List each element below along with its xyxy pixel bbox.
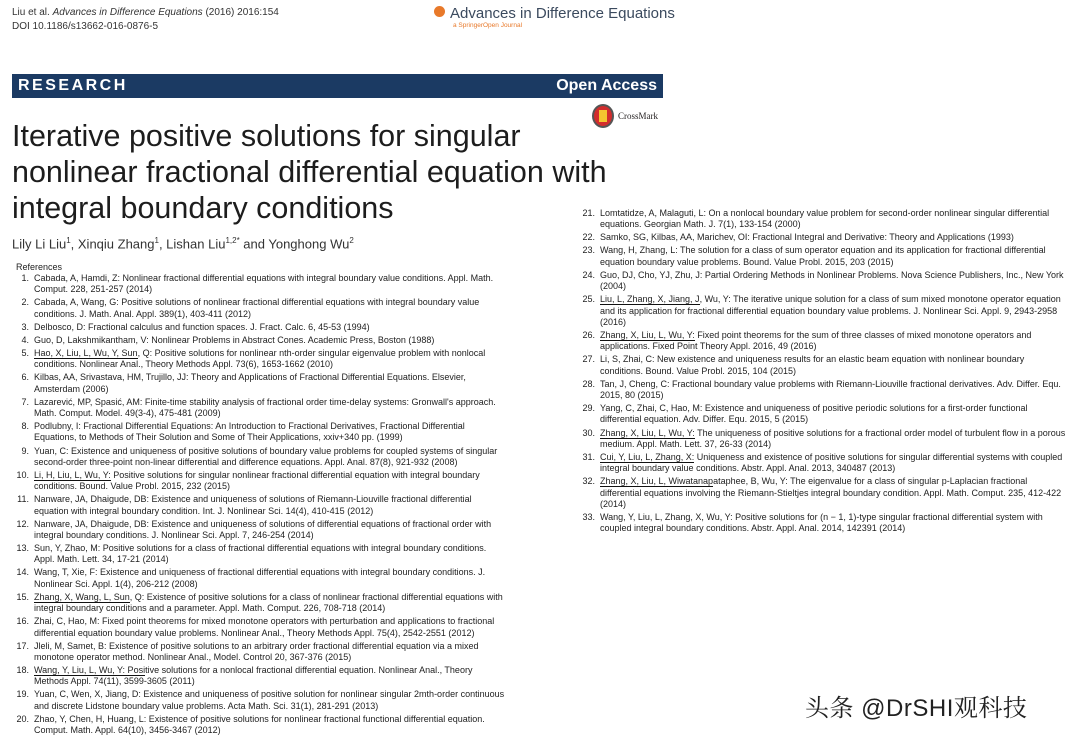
reference-text: Samko, SG, Kilbas, AA, Marichev, OI: Fractional Integral and Derivative: Theory and Applications (1993) <box>600 232 1014 243</box>
reference-number: 19. <box>16 689 29 700</box>
reference-number: 5. <box>21 347 29 358</box>
reference-text: Cabada, A, Wang, G: Positive solutions of nonlinear fractional differential equations with integral boundary value conditions. J. Math. Anal. Appl. 389(1), 403-411 (2012) <box>34 297 480 319</box>
reference-number: 14. <box>16 567 29 578</box>
reference-text: Wang, Y, Liu, L, Zhang, X, Wu, Y: Positive solutions for (n − 1, 1)-type singular fractional differential system with coupled integral boundary conditions. Abstr. Appl. Anal. 2014, 142391 (2014) <box>600 511 1043 534</box>
reference-number: 26. <box>582 329 595 340</box>
reference-text: Zhang, X, Wang, L, Sun, Q: Existence of positive solutions for a class of nonlinear fractional differential equations with integral boundary conditions and a parameter. Appl. Math. Comput. 226, 708-718 (2014) <box>34 591 503 614</box>
reference-number: 32. <box>582 476 595 487</box>
springer-logo-icon <box>434 6 445 17</box>
reference-text: Zhang, X, Liu, L, Wu, Y: Fixed point theorems for the sum of three classes of mixed monotone operators and applications. Fixed Point Theory Appl. 2016, 49 (2016) <box>600 329 1032 352</box>
reference-number: 8. <box>21 421 29 432</box>
reference-item <box>582 208 1068 231</box>
reference-item <box>582 403 1068 426</box>
author-list: Lily Li Liu$^1$, Xinqiu Zhang$^1$, Lishan Liu$^{1,2*}$ and Yonghong Wu$^2$ <box>12 236 354 252</box>
reference-item <box>16 348 508 371</box>
journal-name: Advances in Difference Equations <box>450 5 675 22</box>
references-right-column <box>582 208 1068 536</box>
reference-text: Lazarević, MP, Spasić, AM: Finite-time stability analysis of fractional order time-delay systems: Gronwall's approach. Math. Comput. Model. 49(3-4), 475-481 (2009) <box>34 396 496 419</box>
citation-header <box>12 6 279 34</box>
reference-text: Cabada, A, Hamdi, Z: Nonlinear fractional differential equations with integral boundary value conditions. Appl. Math. Comput. 228, 251-257 (2014) <box>34 273 494 295</box>
reference-item <box>16 616 508 639</box>
reference-text: Wang, T, Xie, F: Existence and uniqueness of fractional differential equations with integral boundary conditions. J. Nonlinear Sci. Appl. 1(4), 206-212 (2008) <box>34 567 486 589</box>
reference-item <box>582 232 1068 243</box>
reference-text: Li, S, Zhai, C: New existence and uniqueness results for an elastic beam equation with nonlinear boundary conditions. Bound. Value Probl. 2015, 104 (2015) <box>600 354 1025 376</box>
reference-number: 7. <box>21 396 29 407</box>
reference-item <box>16 543 508 566</box>
reference-item <box>16 714 508 737</box>
reference-item <box>582 294 1068 328</box>
reference-text: Liu, L, Zhang, X, Jiang, J, Wu, Y: The iterative unique solution for a class of sum mixed monotone operator equation and its application for fractional differential equation boundary value problems. J. Nonlinear Sci. Appl. 9, 2943-2958 (2016) <box>600 294 1061 327</box>
reference-number: 1. <box>21 273 29 283</box>
reference-item <box>582 476 1068 510</box>
reference-text: Tan, J, Cheng, C: Fractional boundary value problems with Riemann-Liouville fractional derivatives. Adv. Differ. Equ. 2015, 80 (2015) <box>600 378 1061 401</box>
reference-text: Yuan, C: Existence and uniqueness of positive solutions of boundary value problems for coupled systems of singular second-order three-point non-linear differential and difference equations. Appl. Anal. 87(8), 921-932 (2008) <box>34 445 498 467</box>
reference-text: Sun, Y, Zhao, M: Positive solutions for a class of fractional differential equations with integral boundary conditions. Appl. Math. Lett. 34, 17-21 (2014) <box>34 543 487 565</box>
reference-text: Cui, Y, Liu, L, Zhang, X: Uniqueness and existence of positive solutions for singular differential systems with coupled integral boundary value conditions. Abstr. Appl. Anal. 2013, 340487 (2013) <box>600 451 1063 474</box>
reference-number: 9. <box>21 445 29 456</box>
reference-number: 21. <box>582 208 595 218</box>
reference-item <box>582 428 1068 451</box>
reference-number: 20. <box>16 713 29 724</box>
reference-text: Zhang, X, Liu, L, Wiwatanapataphee, B, Wu, Y: The eigenvalue for a class of singular p-Laplacian fractional differential equations involving the Riemann-Stieltjes integral boundary condition. Appl. Math. Comput. 235, 412-422 (2014) <box>600 476 1062 509</box>
reference-item <box>16 372 508 395</box>
reference-text: Lomtatidze, A, Malaguti, L: On a nonlocal boundary value problem for second-order nonlinear singular differential equations. Georgian Math. J. 7(1), 133-154 (2000) <box>600 208 1050 230</box>
reference-text: Zhang, X, Liu, L, Wu, Y: The uniqueness of positive solutions for a fractional order model of turbulent flow in a porous medium. Appl. Math. Lett. 37, 26-33 (2014) <box>600 427 1066 449</box>
reference-number: 18. <box>16 665 29 676</box>
reference-item <box>582 245 1068 268</box>
reference-item <box>16 665 508 688</box>
reference-number: 4. <box>21 334 29 345</box>
reference-text: Jleli, M, Samet, B: Existence of positive solutions to an arbitrary order fractional differential equation via a mixed monotone operator method. Nonlinear Anal., Model. Control 20, 367-376 (2015) <box>34 640 479 662</box>
reference-item <box>582 512 1068 535</box>
reference-number: 31. <box>582 451 595 462</box>
reference-number: 6. <box>21 372 29 383</box>
reference-item <box>16 446 508 469</box>
reference-number: 29. <box>582 403 595 414</box>
reference-number: 25. <box>582 294 595 305</box>
reference-number: 22. <box>582 232 595 243</box>
reference-text: Yuan, C, Wen, X, Jiang, D: Existence and uniqueness of positive solution for nonlinear singular 2mth-order continuous and discrete Lidstone boundary value problems. Acta Math. Sci. 31(1), 281-291 (2013) <box>34 689 505 711</box>
reference-item <box>16 494 508 517</box>
reference-text: Nanware, JA, Dhaigude, DB: Existence and uniqueness of solutions of differential equations of fractional order with integral boundary conditions. J. Nonlinear Sci. Appl. 7, 246-254 (2014) <box>34 518 492 540</box>
reference-text: Zhao, Y, Chen, H, Huang, L: Existence of positive solutions for nonlinear fractional functional differential equation. Comput. Math. Appl. 64(10), 3456-3467 (2012) <box>34 713 485 736</box>
reference-item <box>16 297 508 320</box>
reference-text: Li, H, Liu, L, Wu, Y: Positive solutions for singular nonlinear fractional differential equation with integral boundary conditions. Bound. Value Probl. 2015, 232 (2015) <box>34 469 480 492</box>
article-type-banner <box>12 74 663 98</box>
reference-item <box>16 470 508 493</box>
reference-text: Zhai, C, Hao, M: Fixed point theorems for mixed monotone operators with perturbation and applications to fractional differential equation boundary value problems. Nonlinear Anal., Theory Methods Appl. 75(4), 2542-2551 (2012) <box>34 616 495 638</box>
reference-item <box>16 592 508 615</box>
article-type-label: RESEARCH <box>18 77 128 94</box>
reference-item <box>16 273 508 296</box>
reference-number: 28. <box>582 378 595 389</box>
references-heading: References <box>16 262 63 272</box>
reference-number: 16. <box>16 616 29 627</box>
reference-item <box>16 641 508 664</box>
reference-number: 12. <box>16 518 29 529</box>
reference-item <box>582 330 1068 353</box>
journal-subtitle: a SpringerOpen Journal <box>453 22 523 29</box>
reference-text: Guo, D, Lakshmikantham, V: Nonlinear Problems in Abstract Cones. Academic Press, Boston (1988) <box>34 334 435 345</box>
cite-journal: Advances in Difference Equations <box>52 7 203 18</box>
reference-number: 13. <box>16 543 29 554</box>
reference-item <box>16 689 508 712</box>
crossmark-label: CrossMark <box>618 111 658 121</box>
reference-text: Guo, DJ, Cho, YJ, Zhu, J: Partial Ordering Methods in Nonlinear Problems. Nova Science Publishers, Inc., New York (2004) <box>600 269 1064 292</box>
reference-item <box>16 567 508 590</box>
reference-number: 17. <box>16 640 29 651</box>
reference-item <box>582 452 1068 475</box>
reference-item <box>16 322 508 333</box>
reference-item <box>16 519 508 542</box>
reference-number: 15. <box>16 591 29 602</box>
reference-text: Yang, C, Zhai, C, Hao, M: Existence and uniqueness of positive periodic solutions for a first-order functional differential equation. Adv. Differ. Equ. 2015, 5 (2015) <box>600 403 1028 425</box>
reference-item <box>582 270 1068 293</box>
cite-doi[interactable]: DOI 10.1186/s13662-016-0876-5 <box>12 21 159 32</box>
reference-text: Nanware, JA, Dhaigude, DB: Existence and uniqueness of solutions of Riemann-Liouville fractional differential equation with integral boundary condition. Int. J. Nonlinear Sci. 14(4), 410-415 (2012) <box>34 494 472 516</box>
reference-text: Delbosco, D: Fractional calculus and function spaces. J. Fract. Calc. 6, 45-53 (1994) <box>34 321 370 332</box>
reference-item <box>16 421 508 444</box>
reference-number: 2. <box>21 297 29 308</box>
reference-number: 3. <box>21 321 29 332</box>
reference-item <box>16 397 508 420</box>
reference-text: Wang, H, Zhang, L: The solution for a class of sum operator equation and its application for fractional differential equation boundary value problems. Bound. Value Probl. 2015, 203 (2015) <box>600 245 1046 267</box>
reference-text: Kilbas, AA, Srivastava, HM, Trujillo, JJ: Theory and Applications of Fractional Differential Equations. Elsevier, Amsterdam (2006) <box>34 372 466 394</box>
reference-number: 23. <box>582 245 595 256</box>
watermark: 头条 @DrSHI观科技 <box>805 695 1028 722</box>
reference-number: 30. <box>582 427 595 438</box>
reference-text: Hao, X, Liu, L, Wu, Y, Sun, Q: Positive solutions for nonlinear nth-order singular eigenvalue problem with nonlocal conditions. Nonlinear Anal., Theory Methods Appl. 73(6), 1653-1662 (2010) <box>34 347 486 370</box>
reference-number: 33. <box>582 511 595 522</box>
reference-item <box>16 335 508 346</box>
reference-text: Podlubny, I: Fractional Differential Equations: An Introduction to Fractional Derivatives, Fractional Differential Equations, to Methods of Their Solution and Some of Their Applications, xxiv+340 pp. (1999) <box>34 421 465 443</box>
reference-number: 27. <box>582 354 595 365</box>
reference-number: 11. <box>17 494 29 505</box>
cite-year: (2016) 2016:154 <box>205 7 279 18</box>
reference-item <box>582 354 1068 377</box>
article-title: Iterative positive solutions for singular nonlinear fractional differential equation with integral boundary conditions <box>12 119 607 225</box>
reference-number: 10. <box>16 469 29 480</box>
reference-number: 24. <box>582 269 595 280</box>
reference-text: Wang, Y, Liu, L, Wu, Y: Positive solutions for a nonlocal fractional differential equation. Nonlinear Anal., Theory Methods Appl. 74(11), 3599-3605 (2011) <box>34 665 473 687</box>
journal-logo <box>434 5 675 29</box>
references-left-column <box>16 273 508 738</box>
open-access-label: Open Access <box>556 77 657 94</box>
reference-item <box>582 379 1068 402</box>
cite-author: Liu et al. <box>12 7 50 18</box>
